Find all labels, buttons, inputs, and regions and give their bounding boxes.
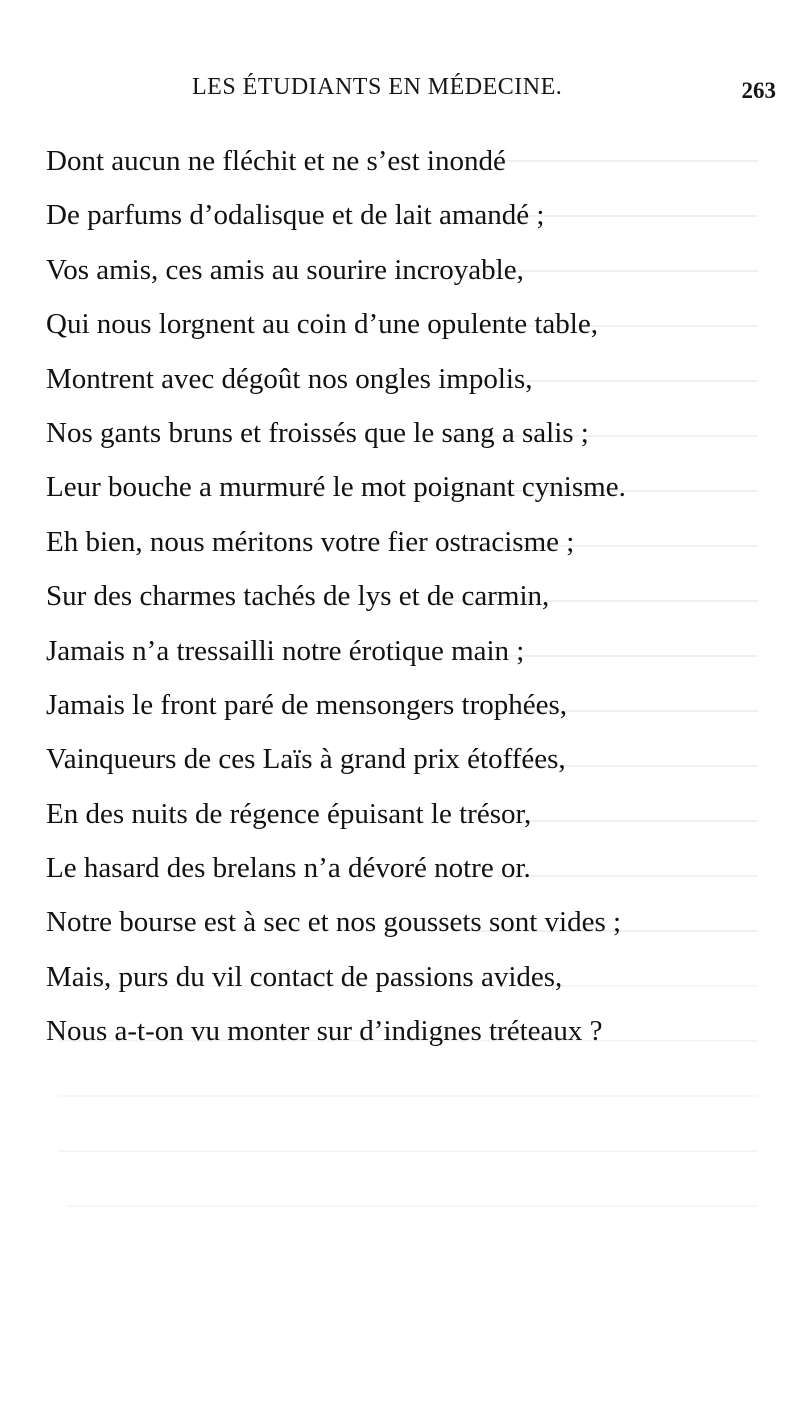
verse-line: Sur des charmes tachés de lys et de carmin,	[46, 580, 550, 613]
verse-line: Dont aucun ne fléchit et ne s’est inondé	[46, 145, 506, 177]
verse-line: En des nuits de régence épuisant le trésor,	[46, 797, 532, 830]
verse-line: De parfums d’odalisque et de lait amandé ;	[46, 199, 545, 232]
verse-line: Nos gants bruns et froissés que le sang a salis ;	[46, 416, 589, 449]
verse-line: Jamais n’a tressailli notre érotique main ;	[46, 634, 525, 667]
verse-line: Leur bouche a murmuré le mot poignant cynisme.	[46, 471, 626, 504]
verse-line: Qui nous lorgnent au coin d’une opulente table,	[46, 308, 598, 341]
verse-line: Notre bourse est à sec et nos goussets sont vides ;	[46, 906, 622, 939]
verse-line: Vos amis, ces amis au sourire incroyable,	[46, 253, 524, 286]
poem-body	[46, 134, 786, 1059]
running-header	[0, 74, 800, 110]
verse-line: Nous a-t-on vu monter sur d’indignes tréteaux ?	[46, 1015, 603, 1048]
verse-line: Montrent avec dégoût nos ongles impolis,	[46, 362, 533, 395]
page-number: 263	[741, 78, 776, 103]
verse-line: Eh bien, nous méritons votre fier ostracisme ;	[46, 525, 575, 558]
verse-line: Jamais le front paré de mensongers trophées,	[46, 688, 568, 721]
verse-line: Le hasard des brelans n’a dévoré notre or.	[46, 852, 531, 885]
running-title: LES ÉTUDIANTS EN MÉDECINE.	[192, 74, 563, 100]
verse-line: Vainqueurs de ces Laïs à grand prix étoffées,	[46, 743, 566, 776]
verse-line: Mais, purs du vil contact de passions avides,	[46, 960, 563, 993]
